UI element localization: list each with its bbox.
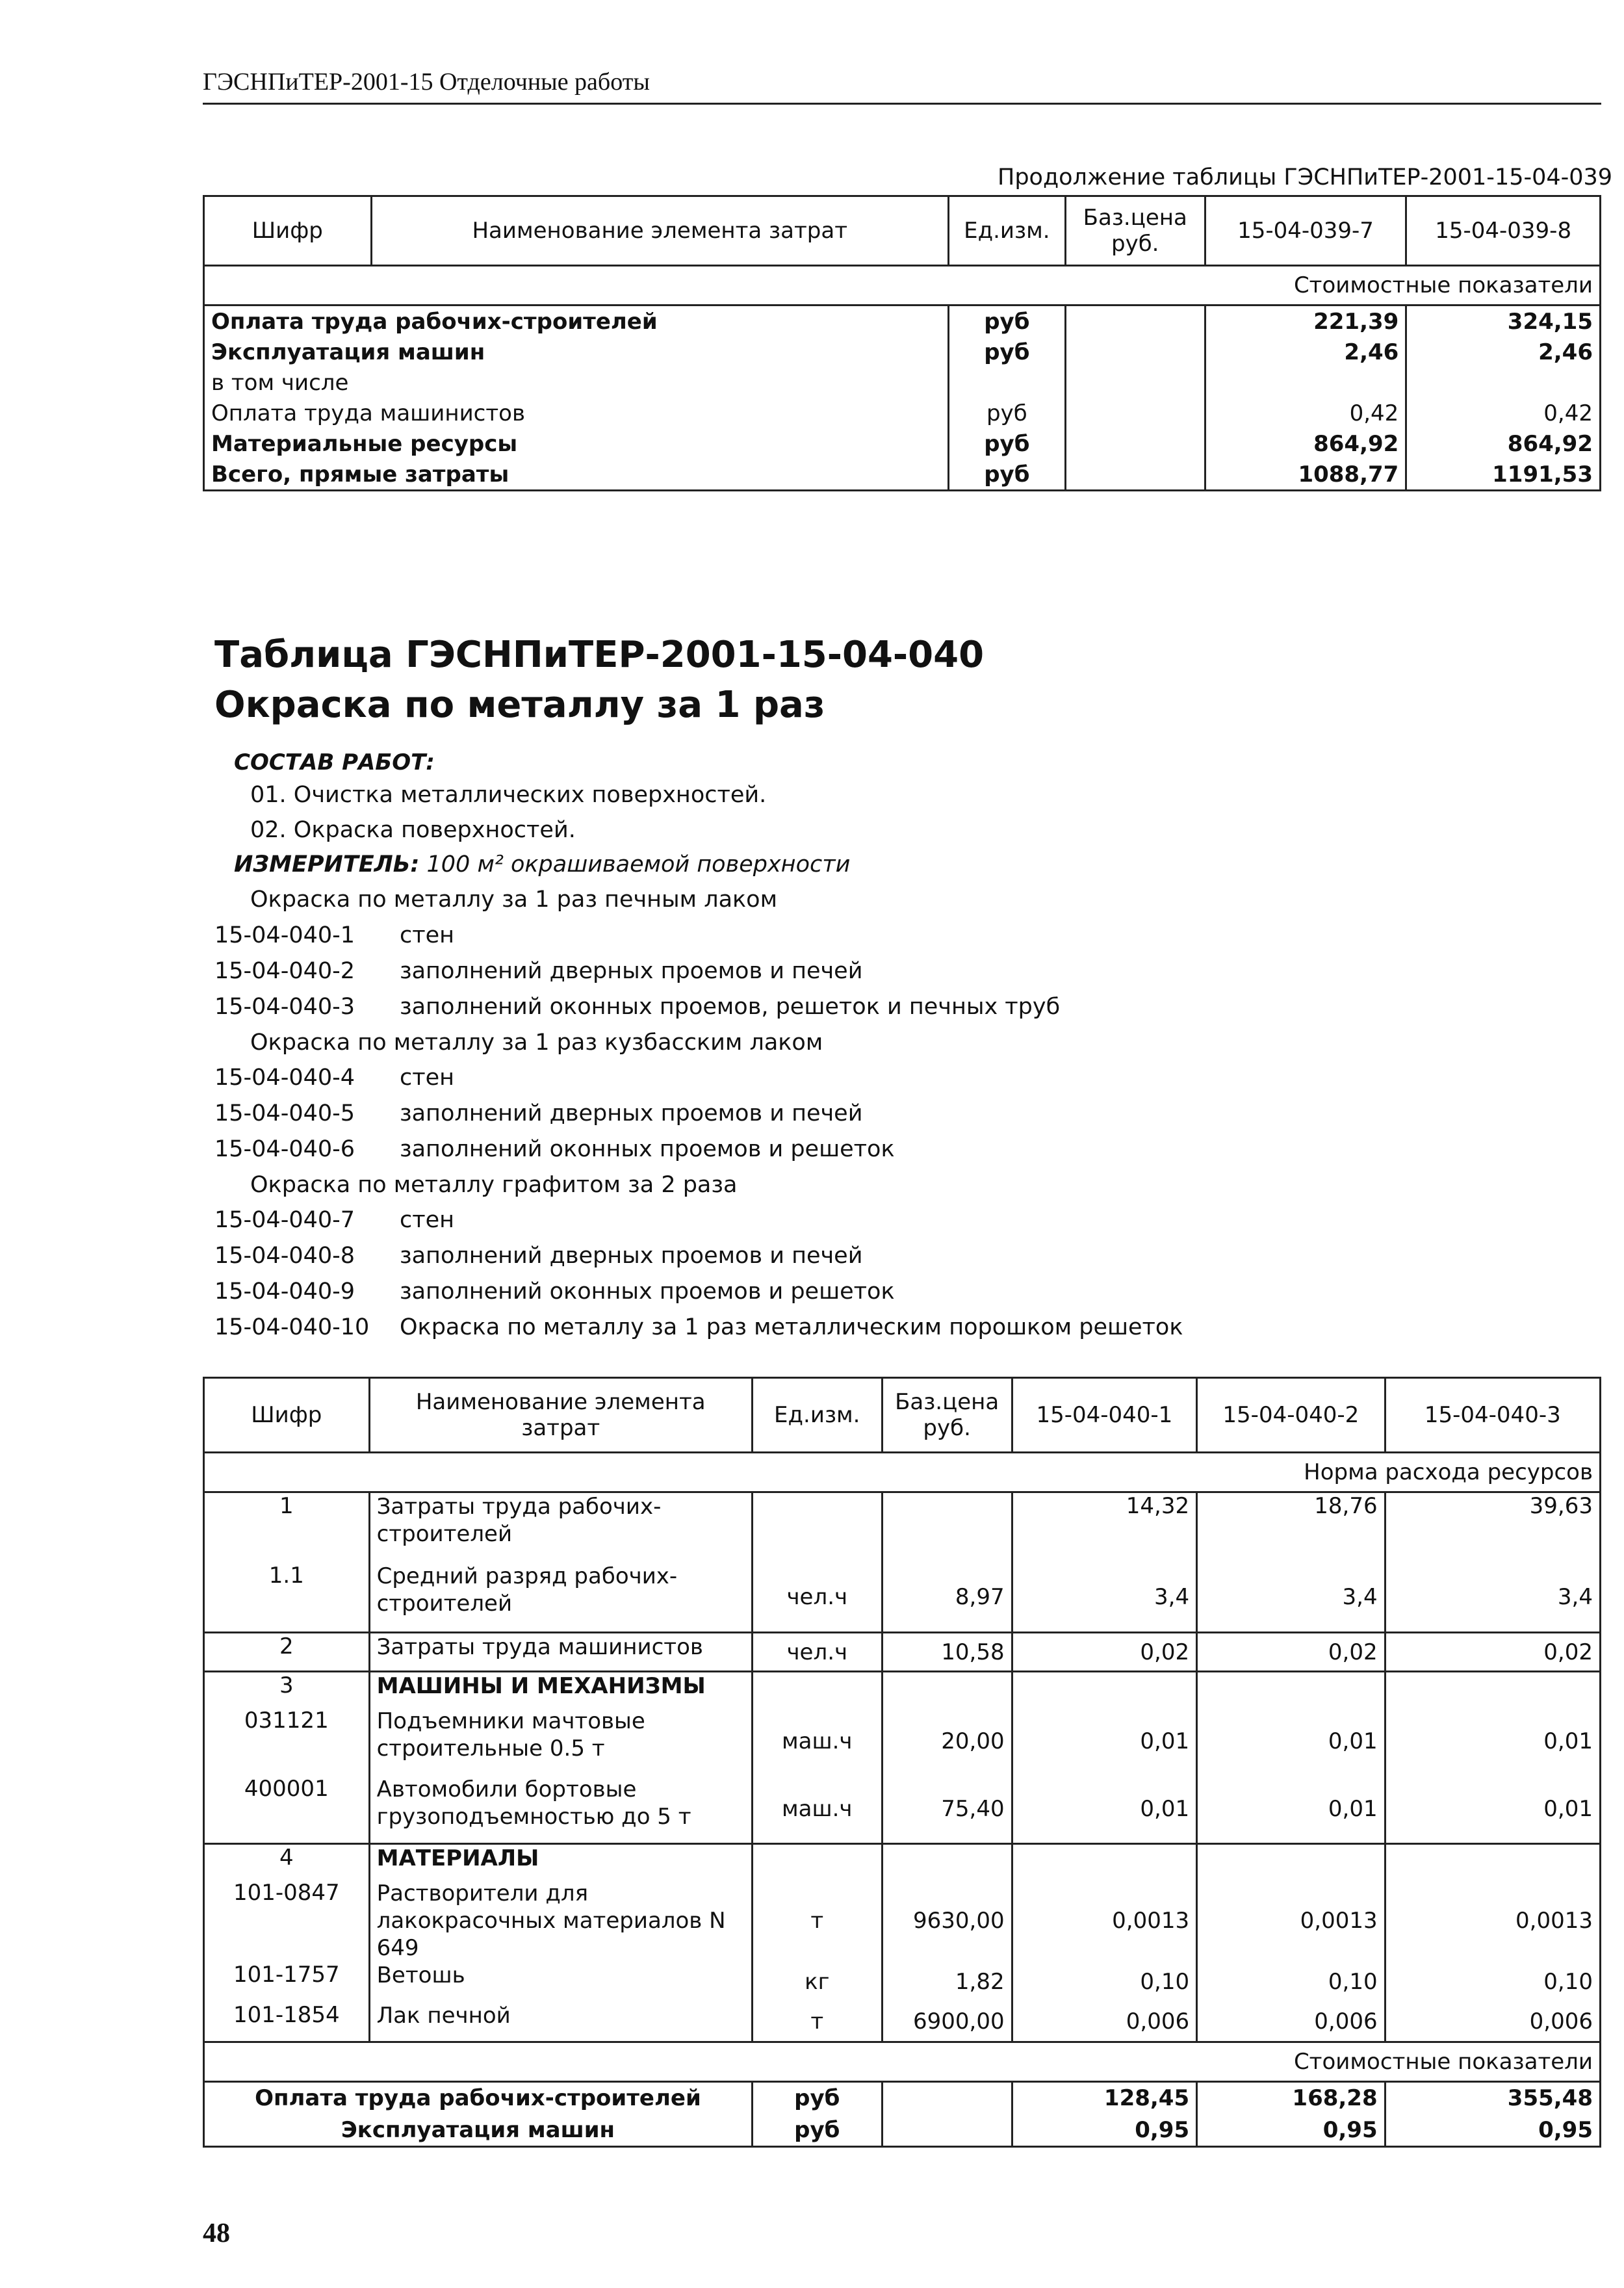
work-item: 01. Очистка металлических поверхностей. (250, 782, 767, 808)
row-name: Затраты труда рабочих-строителей (369, 1492, 752, 1563)
item-text: заполнений оконных проемов и решеток (400, 1279, 895, 1305)
row-value: 864,92 (1406, 428, 1601, 459)
row-value: 3,4 (1557, 1583, 1593, 1610)
row-value: 0,0013 (1012, 1880, 1197, 1962)
group-title: Окраска по металлу за 1 раз печным лаком (250, 887, 777, 913)
row-price: 20,00 (882, 1708, 1012, 1776)
table-subtitle: Окраска по металлу за 1 раз (214, 684, 825, 726)
row-name: Материальные ресурсы (211, 430, 518, 457)
table-cost-039 (203, 195, 1601, 491)
table-row (204, 1776, 1601, 1844)
item-code: 15-04-040-8 (214, 1243, 355, 1269)
row-code: 1 (204, 1492, 370, 1563)
group-title: Окраска по металлу за 1 раз кузбасским лаком (250, 1030, 823, 1056)
item-code: 15-04-040-7 (214, 1207, 355, 1233)
row-code: 101-1854 (233, 2001, 340, 2028)
row-price: 10,58 (882, 1633, 1012, 1672)
row-name: Автомобили бортовые грузоподъемностью до 5 т (369, 1776, 752, 1844)
row-code: 1.1 (268, 1562, 304, 1589)
row-name: Растворители для лакокрасочных материалов N 649 (369, 1880, 752, 1962)
row-name: Эксплуатация машин (211, 339, 485, 365)
item-text: заполнений дверных проемов и печей (400, 1100, 863, 1126)
item-code: 15-04-040-1 (214, 922, 355, 948)
row-value: 0,01 (1543, 1728, 1593, 1754)
row-unit: кг (752, 1962, 882, 2002)
row-unit: руб (752, 2114, 882, 2147)
row-unit: т (752, 1880, 882, 1962)
row-value: 324,15 (1406, 306, 1601, 337)
row-name: МАШИНЫ И МЕХАНИЗМЫ (369, 1672, 752, 1708)
row-value: 128,45 (1012, 2082, 1197, 2114)
item-code: 15-04-040-4 (214, 1065, 355, 1091)
row-price (882, 1672, 1012, 1708)
row-value: 39,63 (1385, 1492, 1600, 1563)
col-header: 15-04-040-3 (1385, 1378, 1600, 1453)
table-row (204, 459, 1601, 491)
row-value (1385, 1672, 1600, 1708)
row-value: 0,10 (1012, 1962, 1197, 2002)
row-name: Оплата труда машинистов (211, 400, 526, 426)
row-value: 0,95 (1197, 2114, 1385, 2147)
table-row (204, 428, 1601, 459)
table-row (204, 1633, 1601, 1672)
row-price (882, 1492, 1012, 1563)
row-name: Ветошь (369, 1962, 752, 2002)
item-text: стен (400, 1207, 455, 1233)
row-value: 0,42 (1205, 398, 1406, 428)
table-row (204, 337, 1601, 367)
item-code: 15-04-040-2 (214, 958, 355, 984)
row-value: 168,28 (1197, 2082, 1385, 2114)
table-header-row (204, 196, 1601, 266)
table-row (204, 2082, 1601, 2114)
section-label: Стоимостные показатели (204, 266, 1601, 306)
row-value: 1191,53 (1406, 459, 1601, 491)
row-value: 0,10 (1543, 1968, 1593, 1995)
table-row (204, 1962, 1601, 2002)
item-code: 15-04-040-5 (214, 1100, 355, 1126)
row-unit: руб (752, 2082, 882, 2114)
row-unit: руб (948, 459, 1065, 491)
group-title: Окраска по металлу графитом за 2 раза (250, 1172, 738, 1198)
running-head: ГЭСНПиТЕР-2001-15 Отделочные работы (203, 68, 650, 96)
item-text: заполнений оконных проемов и решеток (400, 1136, 895, 1162)
row-code: 3 (204, 1672, 370, 1708)
row-price: 8,97 (882, 1563, 1012, 1633)
row-value: 3,4 (1197, 1563, 1385, 1633)
row-value: 0,02 (1197, 1633, 1385, 1672)
row-unit: маш.ч (752, 1708, 882, 1776)
row-unit: руб (948, 306, 1065, 337)
row-value (1197, 1844, 1385, 1880)
row-value: 0,01 (1543, 1796, 1593, 1823)
row-value: 0,01 (1197, 1708, 1385, 1776)
header-rule (203, 103, 1601, 105)
row-name: Лак печной (369, 2002, 752, 2042)
section-label: Норма расхода ресурсов (204, 1453, 1601, 1492)
row-value: 0,0013 (1515, 1907, 1593, 1934)
row-value (1012, 1844, 1197, 1880)
row-name: Оплата труда рабочих-строителей (211, 308, 658, 335)
row-value: 0,006 (1529, 2008, 1593, 2034)
row-code: 101-1757 (233, 1961, 340, 1988)
row-name: в том числе (211, 369, 349, 396)
row-value: 0,006 (1197, 2002, 1385, 2042)
table-row (204, 367, 1601, 398)
row-price: 75,40 (882, 1776, 1012, 1844)
row-value: 355,48 (1507, 2085, 1593, 2112)
col-header: 15-04-040-2 (1197, 1378, 1385, 1453)
row-value: 0,95 (1012, 2114, 1197, 2147)
row-price: 1,82 (882, 1962, 1012, 2002)
item-code: 15-04-040-9 (214, 1279, 355, 1305)
col-header: Шифр (204, 1378, 370, 1453)
col-header: 15-04-040-1 (1012, 1378, 1197, 1453)
row-value: 1088,77 (1205, 459, 1406, 491)
row-value: 0,01 (1197, 1776, 1385, 1844)
table-row (204, 2002, 1601, 2042)
row-unit: т (752, 2002, 882, 2042)
item-code: 15-04-040-3 (214, 994, 355, 1020)
row-price: 9630,00 (882, 1880, 1012, 1962)
row-value: 0,95 (1538, 2116, 1593, 2143)
col-header: Ед.изм. (948, 196, 1065, 266)
item-text: заполнений оконных проемов, решеток и печных труб (400, 994, 1061, 1020)
row-code: 031121 (244, 1707, 329, 1734)
row-name: Затраты труда машинистов (369, 1633, 752, 1672)
row-value: 864,92 (1205, 428, 1406, 459)
table-row (204, 1880, 1601, 1962)
row-value (1385, 1844, 1600, 1880)
item-text: Окраска по металлу за 1 раз металлическим порошком решеток (400, 1314, 1183, 1340)
table-continuation-label: Продолжение таблицы ГЭСНПиТЕР-2001-15-04-039 (998, 164, 1613, 190)
item-text: стен (400, 922, 455, 948)
table-row (204, 1708, 1601, 1776)
table-norms-040 (203, 1377, 1601, 2148)
measure-text: 100 м² окрашиваемой поверхности (426, 852, 851, 878)
row-unit: чел.ч (752, 1563, 882, 1633)
row-unit: руб (948, 398, 1065, 428)
row-value: 0,02 (1385, 1633, 1600, 1672)
row-price: 6900,00 (882, 2002, 1012, 2042)
row-unit: маш.ч (752, 1776, 882, 1844)
table-row (204, 306, 1601, 337)
page-number: 48 (203, 2218, 230, 2248)
row-name: Оплата труда рабочих-строителей (255, 2085, 701, 2112)
row-unit (752, 1492, 882, 1563)
row-value: 3,4 (1012, 1563, 1197, 1633)
table-row (204, 1844, 1601, 1880)
item-text: заполнений дверных проемов и печей (400, 958, 863, 984)
row-value: 14,32 (1012, 1492, 1197, 1563)
row-value (1012, 1672, 1197, 1708)
row-name: Всего, прямые затраты (211, 461, 509, 488)
item-text: заполнений дверных проемов и печей (400, 1243, 863, 1269)
work-item: 02. Окраска поверхностей. (250, 817, 576, 843)
section-label: Стоимостные показатели (204, 2042, 1601, 2082)
row-name: Подъемники мачтовые строительные 0.5 т (369, 1708, 752, 1776)
row-code: 2 (204, 1633, 370, 1672)
row-value: 18,76 (1197, 1492, 1385, 1563)
col-header: Шифр (204, 196, 372, 266)
row-value: 0,01 (1012, 1708, 1197, 1776)
table-title: Таблица ГЭСНПиТЕР-2001-15-04-040 (214, 634, 985, 676)
works-heading: СОСТАВ РАБОТ: (234, 749, 435, 775)
row-name: МАТЕРИАЛЫ (369, 1844, 752, 1880)
row-price (882, 1844, 1012, 1880)
table-row (204, 1492, 1601, 1563)
col-header: Баз.цена руб. (1065, 196, 1205, 266)
col-header: Наименование элемента затрат (371, 196, 948, 266)
row-value: 0,01 (1012, 1776, 1197, 1844)
row-value: 0,006 (1012, 2002, 1197, 2042)
item-text: стен (400, 1065, 455, 1091)
measure-line (234, 852, 850, 878)
row-unit (752, 1844, 882, 1880)
table-row (204, 398, 1601, 428)
col-header: 15-04-039-8 (1406, 196, 1601, 266)
row-code: 4 (204, 1844, 370, 1880)
row-unit: чел.ч (752, 1633, 882, 1672)
col-header: Баз.цена руб. (882, 1378, 1012, 1453)
table-row (204, 1672, 1601, 1708)
row-value: 221,39 (1205, 306, 1406, 337)
measure-label: ИЗМЕРИТЕЛЬ: (234, 852, 420, 878)
row-code: 400001 (244, 1775, 329, 1802)
row-value: 0,02 (1012, 1633, 1197, 1672)
row-unit (752, 1672, 882, 1708)
row-value: 0,0013 (1197, 1880, 1385, 1962)
row-code: 101-0847 (233, 1879, 340, 1906)
row-value: 2,46 (1205, 337, 1406, 367)
item-code: 15-04-040-10 (214, 1314, 370, 1340)
row-name: Эксплуатация машин (341, 2116, 615, 2143)
col-header: Наименование элемента затрат (369, 1378, 752, 1453)
row-name: Средний разряд рабочих-строителей (369, 1563, 752, 1633)
row-value: 0,42 (1406, 398, 1601, 428)
row-unit: руб (948, 337, 1065, 367)
item-code: 15-04-040-6 (214, 1136, 355, 1162)
table-header-row (204, 1378, 1601, 1453)
row-unit: руб (948, 428, 1065, 459)
col-header: 15-04-039-7 (1205, 196, 1406, 266)
row-value: 0,10 (1197, 1962, 1385, 2002)
row-value (1197, 1672, 1385, 1708)
row-value: 2,46 (1406, 337, 1601, 367)
col-header: Ед.изм. (752, 1378, 882, 1453)
table-row (204, 2114, 1601, 2147)
table-row (204, 1563, 1601, 1633)
